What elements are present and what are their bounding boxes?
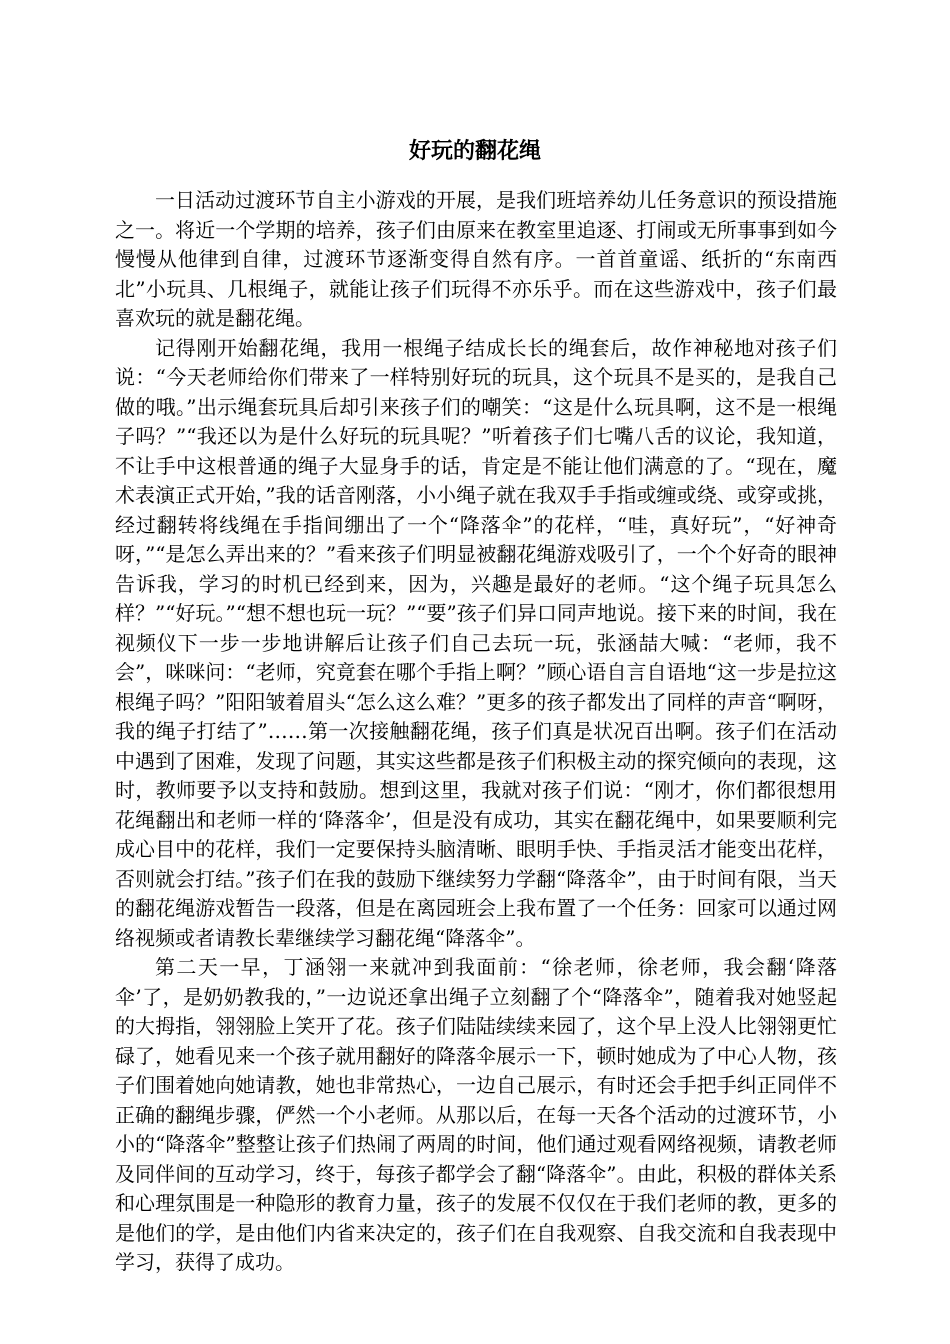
paragraph-3: 第二天一早，丁涵翎一来就冲到我面前：“徐老师，徐老师，我会翻‘降落伞’了，是奶奶教我的，”一边说还拿出绳子立刻翻了个“降落伞”，随着我对她竖起的大拇指，翎翎脸上笑开了花。孩子们陆陆续续来园了，这个早上没人比翎翎更忙碌了，她看见来一个孩子就用翻好的降落伞展示一下，顿时她成为了中心人物，孩子们围着她向她请教，她也非常热心，一边自己展示，有时还会手把手纠正同伴不正确的翻绳步骤，俨然一个小老师。从那以后，在每一天各个活动的过渡环节，小小的“降落伞”整整让孩子们热闹了两周的时间，他们通过观看网络视频，请教老师及同伴间的互动学习，终于，每孩子都学会了翻“降落伞”。由此，积极的群体关系和心理氛围是一种隐形的教育力量，孩子的发展不仅仅在于我们老师的教，更多的是他们的学，是由他们内省来决定的，孩子们在自我观察、自我交流和自我表现中学习，获得了成功。 [115,955,837,1274]
document-title: 好玩的翻花绳 [408,139,541,164]
paragraph-1: 一日活动过渡环节自主小游戏的开展，是我们班培养幼儿任务意识的预设措施之一。将近一个学期的培养，孩子们由原来在教室里追逐、打闹或无所事事到如今慢慢从他律到自律，过渡环节逐渐变得自然有序。一首首童谣、纸折的“东南西北”小玩具、几根绳子，就能让孩子们玩得不亦乐乎。而在这些游戏中，孩子们最喜欢玩的就是翻花绳。 [115,188,837,330]
document-body [115,186,837,1278]
paragraph-2: 记得刚开始翻花绳，我用一根绳子结成长长的绳套后，故作神秘地对孩子们说：“今天老师给你们带来了一样特别好玩的玩具，这个玩具不是买的，是我自己做的哦。”出示绳套玩具后却引来孩子们的嘲笑：“这是什么玩具啊，这不是一根绳子吗？”“我还以为是什么好玩的玩具呢？”听着孩子们七嘴八舌的议论，我知道，不让手中这根普通的绳子大显身手的话，肯定是不能让他们满意的了。“现在，魔术表演正式开始，”我的话音刚落，小小绳子就在我双手手指或缠或绕、或穿或挑，经过翻转将线绳在手指间绷出了一个“降落伞”的花样，“哇，真好玩”，“好神奇呀，”“是怎么弄出来的？”看来孩子们明显被翻花绳游戏吸引了，一个个好奇的眼神告诉我，学习的时机已经到来，因为，兴趣是最好的老师。“这个绳子玩具怎么样？”“好玩。”“想不想也玩一玩？”“要”孩子们异口同声地说。接下来的时间，我在视频仪下一步一步地讲解后让孩子们自己去玩一玩，张涵喆大喊：“老师，我不会”，咪咪问：“老师，究竟套在哪个手指上啊？”顾心语自言自语地“这一步是拉这根绳子吗？”阳阳皱着眉头“怎么这么难？”更多的孩子都发出了同样的声音“啊呀，我的绳子打结了”……第一次接触翻花绳，孩子们真是状况百出啊。孩子们在活动中遇到了困难，发现了问题，其实这些都是孩子们积极主动的探究倾向的表现，这时，教师要予以支持和鼓励。想到这里，我就对孩子们说：“刚才，你们都很想用花绳翻出和老师一样的‘降落伞’，但是没有成功，其实在翻花绳中，如果要顺利完成心目中的花样，我们一定要保持头脑清晰、眼明手快、手指灵活才能变出花样，否则就会打结。”孩子们在我的鼓励下继续努力学翻“降落伞”，由于时间有限，当天的翻花绳游戏暂告一段落，但是在离园班会上我布置了一个任务：回家可以通过网络视频或者请教长辈继续学习翻花绳“降落伞”。 [115,335,837,950]
